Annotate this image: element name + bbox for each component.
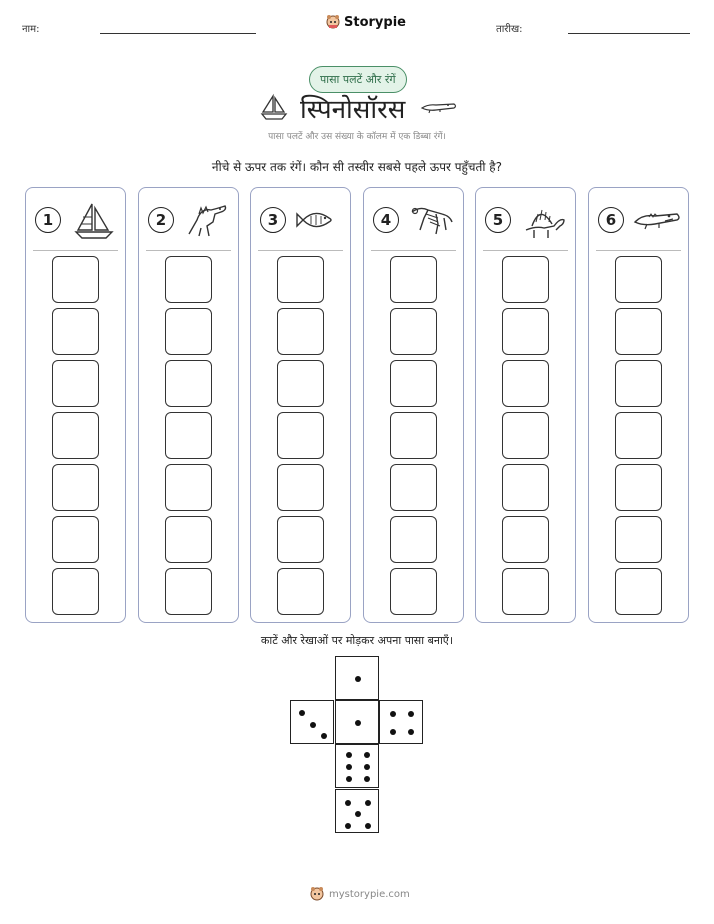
pip xyxy=(346,776,352,782)
brand-logo xyxy=(326,14,406,30)
pip xyxy=(408,729,414,735)
color-box[interactable] xyxy=(52,256,99,303)
color-box[interactable] xyxy=(277,256,324,303)
pip xyxy=(364,776,370,782)
column-2 xyxy=(138,187,239,623)
dice-instruction: काटें और रेखाओं पर मोड़कर अपना पासा बनाएँ। xyxy=(260,634,454,647)
color-box[interactable] xyxy=(390,516,437,563)
color-box[interactable] xyxy=(165,412,212,459)
color-box[interactable] xyxy=(502,568,549,615)
brand-name: Storypie xyxy=(344,14,406,30)
column-divider xyxy=(258,250,343,251)
date-label: तारीख: xyxy=(496,24,523,35)
column-divider xyxy=(146,250,231,251)
color-box[interactable] xyxy=(165,464,212,511)
column-divider xyxy=(596,250,681,251)
color-box[interactable] xyxy=(277,360,324,407)
storypie-mascot-icon xyxy=(310,886,324,902)
column-divider xyxy=(33,250,118,251)
color-box[interactable] xyxy=(52,568,99,615)
pip xyxy=(345,800,351,806)
date-line[interactable] xyxy=(568,33,690,34)
color-box[interactable] xyxy=(390,412,437,459)
color-box[interactable] xyxy=(277,516,324,563)
color-box[interactable] xyxy=(52,412,99,459)
color-box[interactable] xyxy=(615,308,662,355)
pip xyxy=(355,720,361,726)
color-box[interactable] xyxy=(502,464,549,511)
crocodile-icon xyxy=(420,98,458,116)
pip xyxy=(299,710,305,716)
column-number: 5 xyxy=(485,207,511,233)
footer-url[interactable]: mystorypie.com xyxy=(329,888,410,900)
pip xyxy=(408,711,414,717)
sailboat-icon xyxy=(259,92,289,122)
dice-face xyxy=(379,700,423,744)
column-number: 6 xyxy=(598,207,624,233)
dice-face xyxy=(290,700,334,744)
color-box[interactable] xyxy=(390,464,437,511)
pip xyxy=(365,823,371,829)
color-box[interactable] xyxy=(52,360,99,407)
pip xyxy=(355,811,361,817)
color-box[interactable] xyxy=(52,516,99,563)
color-box[interactable] xyxy=(615,412,662,459)
name-label: नाम: xyxy=(22,24,40,35)
pip xyxy=(346,752,352,758)
pip xyxy=(390,711,396,717)
pip xyxy=(346,764,352,770)
column-5 xyxy=(475,187,576,623)
color-box[interactable] xyxy=(277,568,324,615)
column-1 xyxy=(25,187,126,623)
color-box[interactable] xyxy=(615,568,662,615)
color-box[interactable] xyxy=(390,360,437,407)
pip xyxy=(390,729,396,735)
color-box[interactable] xyxy=(615,256,662,303)
storypie-mascot-icon xyxy=(326,14,340,30)
sailboat-icon xyxy=(70,200,118,240)
spinosaurus-icon xyxy=(183,200,231,240)
color-box[interactable] xyxy=(277,412,324,459)
column-number: 3 xyxy=(260,207,286,233)
subtitle: पासा पलटें और उस संख्या के कॉलम में एक डिब्बा रंगें। xyxy=(268,132,446,142)
dice-face xyxy=(335,789,379,833)
activity-badge: पासा पलटें और रंगें xyxy=(309,66,407,93)
column-number: 1 xyxy=(35,207,61,233)
pip xyxy=(310,722,316,728)
pip xyxy=(365,800,371,806)
column-4 xyxy=(363,187,464,623)
color-box[interactable] xyxy=(502,516,549,563)
dice-face xyxy=(335,744,379,788)
pip xyxy=(345,823,351,829)
column-number: 2 xyxy=(148,207,174,233)
column-6 xyxy=(588,187,689,623)
column-number: 4 xyxy=(373,207,399,233)
color-box[interactable] xyxy=(502,360,549,407)
color-box[interactable] xyxy=(390,308,437,355)
column-divider xyxy=(483,250,568,251)
color-box[interactable] xyxy=(502,308,549,355)
color-box[interactable] xyxy=(277,308,324,355)
color-box[interactable] xyxy=(502,256,549,303)
color-box[interactable] xyxy=(165,256,212,303)
pip xyxy=(364,752,370,758)
dinosaur-skeleton-icon xyxy=(408,200,456,240)
page-title: स्पिनोसॉरस xyxy=(300,95,406,125)
color-box[interactable] xyxy=(615,516,662,563)
color-box[interactable] xyxy=(615,360,662,407)
color-box[interactable] xyxy=(52,464,99,511)
column-divider xyxy=(371,250,456,251)
color-box[interactable] xyxy=(165,360,212,407)
color-box[interactable] xyxy=(165,308,212,355)
pip xyxy=(355,676,361,682)
color-box[interactable] xyxy=(615,464,662,511)
color-box[interactable] xyxy=(52,308,99,355)
column-3 xyxy=(250,187,351,623)
color-box[interactable] xyxy=(165,516,212,563)
color-box[interactable] xyxy=(390,568,437,615)
footer xyxy=(310,886,410,902)
dice-face xyxy=(335,656,379,700)
color-box[interactable] xyxy=(277,464,324,511)
pip xyxy=(364,764,370,770)
sail-back-dinosaur-icon xyxy=(520,200,568,240)
pip xyxy=(321,733,327,739)
color-box[interactable] xyxy=(390,256,437,303)
name-line[interactable] xyxy=(100,33,256,34)
dice-net[interactable] xyxy=(290,656,424,834)
fish-icon xyxy=(295,200,343,240)
instruction: नीचे से ऊपर तक रंगें। कौन सी तस्वीर सबसे पहले ऊपर पहुँचती है? xyxy=(211,160,503,174)
dice-face xyxy=(335,700,379,744)
color-box[interactable] xyxy=(165,568,212,615)
color-box[interactable] xyxy=(502,412,549,459)
crocodile-icon xyxy=(633,200,681,240)
